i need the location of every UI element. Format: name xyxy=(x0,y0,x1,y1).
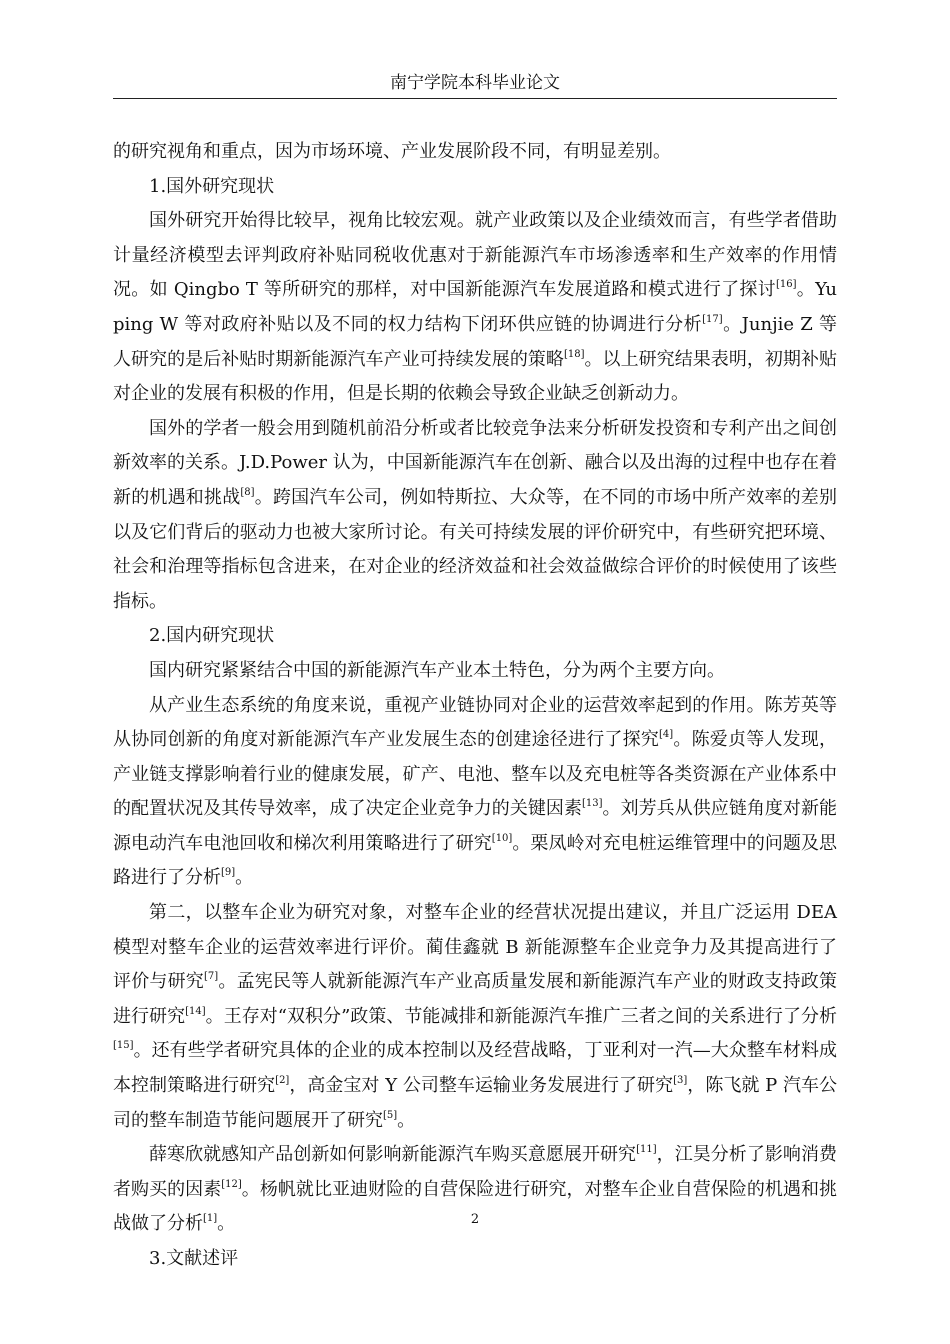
text-run: 。孟宪民等人就新能源汽车产业高质量发展和新能源汽车产业的财政支持政策进行研究 xyxy=(113,971,838,1027)
citation-marker: [8] xyxy=(240,486,255,498)
citation-marker: [5] xyxy=(383,1109,398,1121)
citation-marker: [3] xyxy=(673,1075,688,1087)
citation-marker: [9] xyxy=(221,867,236,879)
running-header xyxy=(113,68,837,99)
text-run: 1.国外研究现状 xyxy=(149,175,275,197)
text-run: 。王存对“双积分”政策、节能减排和新能源汽车推广三者之间的关系进行了分析 xyxy=(205,1005,837,1027)
text-run: 的研究视角和重点，因为市场环境、产业发展阶段不同，有明显差别。 xyxy=(113,141,671,162)
text-run: 。栗凤岭对充电桩运维管理中的问题及思路进行了分析 xyxy=(113,832,838,889)
text-run: 。Yuping W 等对政府补贴以及不同的权力结构下闭环供应链的协调进行分析 xyxy=(113,279,838,335)
paragraph xyxy=(113,896,837,1138)
text-run: 。 xyxy=(235,867,254,889)
text-run: 。杨帆就比亚迪财险的自营保险进行研究，对整车企业自营保险的机遇和挑战做了分析 xyxy=(113,1178,838,1235)
paragraph xyxy=(113,412,837,620)
text-run: ，江昊分析了影响消费者购买的因素 xyxy=(113,1144,838,1200)
text-run: 国外研究开始得比较早，视角比较宏观。就产业政策以及企业绩效而言，有些学者借助计量经济模型去评判政府补贴同税收优惠对于新能源汽车市场渗透率和生产效率的作用情况。如 Qingbo T 等所研究的那样，对中国新能源汽车发展道路和模式进行了探讨 xyxy=(113,210,837,301)
text-run: 薛寒欣就感知产品创新如何影响新能源汽车购买意愿展开研究 xyxy=(149,1144,637,1166)
citation-marker: [17] xyxy=(702,313,723,325)
text-run: 。还有些学者研究具体的企业的成本控制以及经营战略，丁亚利对一汽—大众整车材料成本控制策略进行研究 xyxy=(113,1040,837,1097)
text-run: 。跨国汽车公司，例如特斯拉、大众等，在不同的市场中所产效率的差别以及它们背后的驱动力也被大家所讨论。有关可持续发展的评价研究中，有些研究把环境、社会和治理等指标包含进来，在对企业的经济效益和社会效益做综合评价的时候使用了该些指标。 xyxy=(113,486,837,612)
citation-marker: [7] xyxy=(204,971,219,983)
citation-marker: [15] xyxy=(113,1040,134,1052)
citation-marker: [18] xyxy=(563,348,585,360)
header-title: 南宁学院本科毕业论文 xyxy=(390,73,560,93)
text-run: 。Junjie Z 等人研究的是后补贴时期新能源汽车产业可持续发展的策略 xyxy=(113,313,838,370)
text-run: 第二，以整车企业为研究对象，对整车企业的经营状况提出建议，并且广泛运用 DEA 模型对整车企业的运营效率进行评价。蔺佳鑫就 B 新能源整车企业竞争力及其提高进行了评价与研究 xyxy=(113,902,837,993)
text-run: 。 xyxy=(397,1109,416,1131)
citation-marker: [4] xyxy=(659,729,674,741)
paragraph xyxy=(113,619,837,654)
text-run: 。以上研究结果表明，初期补贴对企业的发展有积极的作用，但是长期的依赖会导致企业缺乏创新动力。 xyxy=(113,348,838,405)
paragraph xyxy=(113,654,837,689)
page-number: 2 xyxy=(470,1212,480,1227)
paragraph xyxy=(113,135,837,170)
text-run: 。 xyxy=(217,1213,236,1235)
paragraph xyxy=(113,689,837,897)
citation-marker: [11] xyxy=(636,1144,657,1156)
citation-marker: [14] xyxy=(185,1005,206,1017)
citation-marker: [12] xyxy=(221,1178,242,1190)
citation-marker: [16] xyxy=(775,279,797,291)
text-run: 。刘芳兵从供应链角度对新能源电动汽车电池回收和梯次利用策略进行了研究 xyxy=(113,798,838,854)
paragraph xyxy=(113,204,837,412)
citation-marker: [1] xyxy=(203,1213,218,1225)
citation-marker: [2] xyxy=(275,1075,290,1087)
text-run: 国外的学者一般会用到随机前沿分析或者比较竞争法来分析研发投资和专利产出之间创新效率的关系。J.D.Power 认为，中国新能源汽车在创新、融合以及出海的过程中也存在着新的机遇和挑战 xyxy=(113,417,837,508)
citation-marker: [10] xyxy=(491,832,513,844)
paragraph xyxy=(113,1242,837,1277)
citation-marker: [13] xyxy=(581,798,603,810)
paragraph xyxy=(113,170,837,205)
text-run: 2.国内研究现状 xyxy=(149,625,275,647)
text-run: 国内研究紧紧结合中国的新能源汽车产业本土特色，分为两个主要方向。 xyxy=(149,659,725,681)
text-run: ，高金宝对 Y 公司整车运输业务发展进行了研究 xyxy=(289,1075,674,1097)
body-text xyxy=(113,135,837,1277)
text-run: 。陈爱贞等人发现，产业链支撑影响着行业的健康发展，矿产、电池、整车以及充电桩等各类资源在产业体系中的配置状况及其传导效率，成了决定企业竞争力的关键因素 xyxy=(113,729,838,820)
text-run: ，陈飞就 P 汽车公司的整车制造节能问题展开了研究 xyxy=(113,1075,838,1131)
text-run: 从产业生态系统的角度来说，重视产业链协同对企业的运营效率起到的作用。陈芳英等从协同创新的角度对新能源汽车产业发展生态的创建途径进行了探究 xyxy=(113,694,837,751)
text-run: 3.文献述评 xyxy=(149,1248,239,1269)
